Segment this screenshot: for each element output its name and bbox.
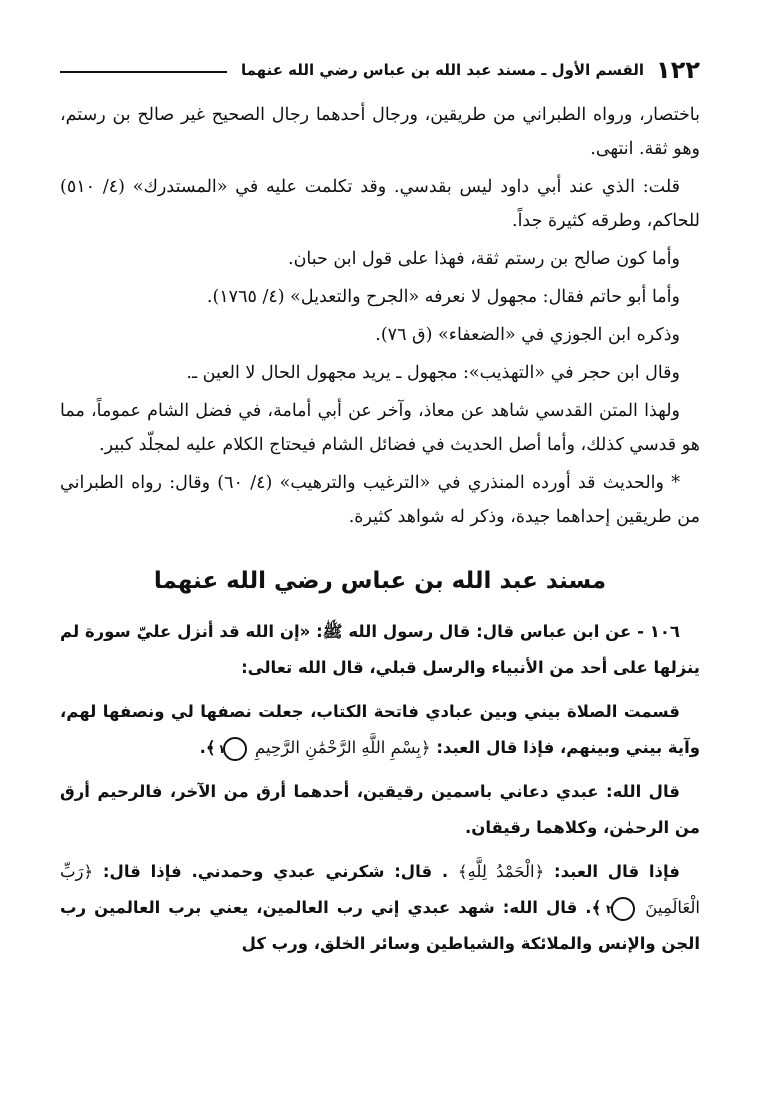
- verse-number-marker: ١: [223, 737, 247, 761]
- hadith-paragraph-3: قال الله: عبدي دعاني باسمين رقيقين، أحدهما أرق من الآخر، فالرحيم أرق من الرحمٰن، وكلاهما رقيقان.: [60, 782, 700, 837]
- verse-close: ﴾.: [199, 738, 216, 757]
- quran-verse: ﴿بِسْمِ اللَّهِ الرَّحْمَٰنِ الرَّحِيمِ: [255, 738, 431, 757]
- page: [60, 50, 700, 970]
- header-rule: [60, 71, 227, 73]
- hadith-text: ﴾. قال الله: شهد عبدي إني رب العالمين، يعني برب العالمين رب الجن والإنس والملائكة والشياطين وسائر الخلق، ورب كل: [60, 898, 700, 953]
- paragraph-3: وأما كون صالح بن رستم ثقة، فهذا على قول ابن حبان.: [288, 249, 680, 269]
- quran-verse: ﴿رَبِّ الْعَالَمِينَ: [60, 862, 700, 917]
- page-header: [60, 50, 700, 90]
- verse-number-marker: ٢: [611, 897, 635, 921]
- hadith-text: فإذا قال العبد:: [554, 862, 680, 881]
- paragraph-8: * والحديث قد أورده المنذري في «الترغيب والترهيب» (٤/ ٦٠) وقال: رواه الطبراني من طريقين إحداهما جيدة، وذكر له شواهد كثيرة.: [60, 473, 700, 527]
- page-number: ١٢٢: [656, 56, 700, 84]
- hadith-paragraph-1: ١٠٦ - عن ابن عباس قال: قال رسول الله ﷺ: «إن الله قد أنزل عليّ سورة لم ينزلها على أحد من الأنبياء والرسل قبلي، قال الله تعالى:: [60, 622, 700, 677]
- hadith-paragraph-2: [60, 694, 700, 766]
- paragraph-6: وقال ابن حجر في «التهذيب»: مجهول ـ يريد مجهول الحال لا العين ـ.: [186, 363, 680, 383]
- hadith-text: قسمت الصلاة بيني وبين عبادي فاتحة الكتاب، جعلت نصفها لي ونصفها لهم، وآية بيني وبينهم، فإذا قال العبد:: [60, 702, 700, 757]
- running-title: القسم الأول ـ مسند عبد الله بن عباس رضي الله عنهما: [240, 61, 645, 79]
- paragraph-4: وأما أبو حاتم فقال: مجهول لا نعرفه «الجرح والتعديل» (٤/ ١٧٦٥).: [206, 287, 680, 307]
- paragraph-7: ولهذا المتن القدسي شاهد عن معاذ، وآخر عن أبي أمامة، في فضل الشام عموماً، مما هو قدسي كذلك، وأما أصل الحديث في فضائل الشام فيحتاج الكلام عليه لمجلّد كبير.: [60, 401, 700, 455]
- quran-verse: ﴿الْحَمْدُ لِلَّهِ﴾: [457, 862, 545, 881]
- paragraph-2: قلت: الذي عند أبي داود ليس بقدسي. وقد تكلمت عليه في «المستدرك» (٤/ ٥١٠) للحاكم، وطرقه كثيرة جداً.: [60, 177, 700, 231]
- paragraph-1: باختصار، ورواه الطبراني من طريقين، ورجال أحدهما رجال الصحيح غير صالح بن رستم، وهو ثقة. انتهى.: [60, 105, 700, 159]
- hadith-paragraph-4: [60, 854, 700, 962]
- section-heading: مسند عبد الله بن عباس رضي الله عنهما: [153, 568, 607, 594]
- paragraph-5: وذكره ابن الجوزي في «الضعفاء» (ق ٧٦).: [375, 325, 680, 345]
- hadith-text: . قال: شكرني عبدي وحمدني. فإذا قال:: [102, 862, 449, 881]
